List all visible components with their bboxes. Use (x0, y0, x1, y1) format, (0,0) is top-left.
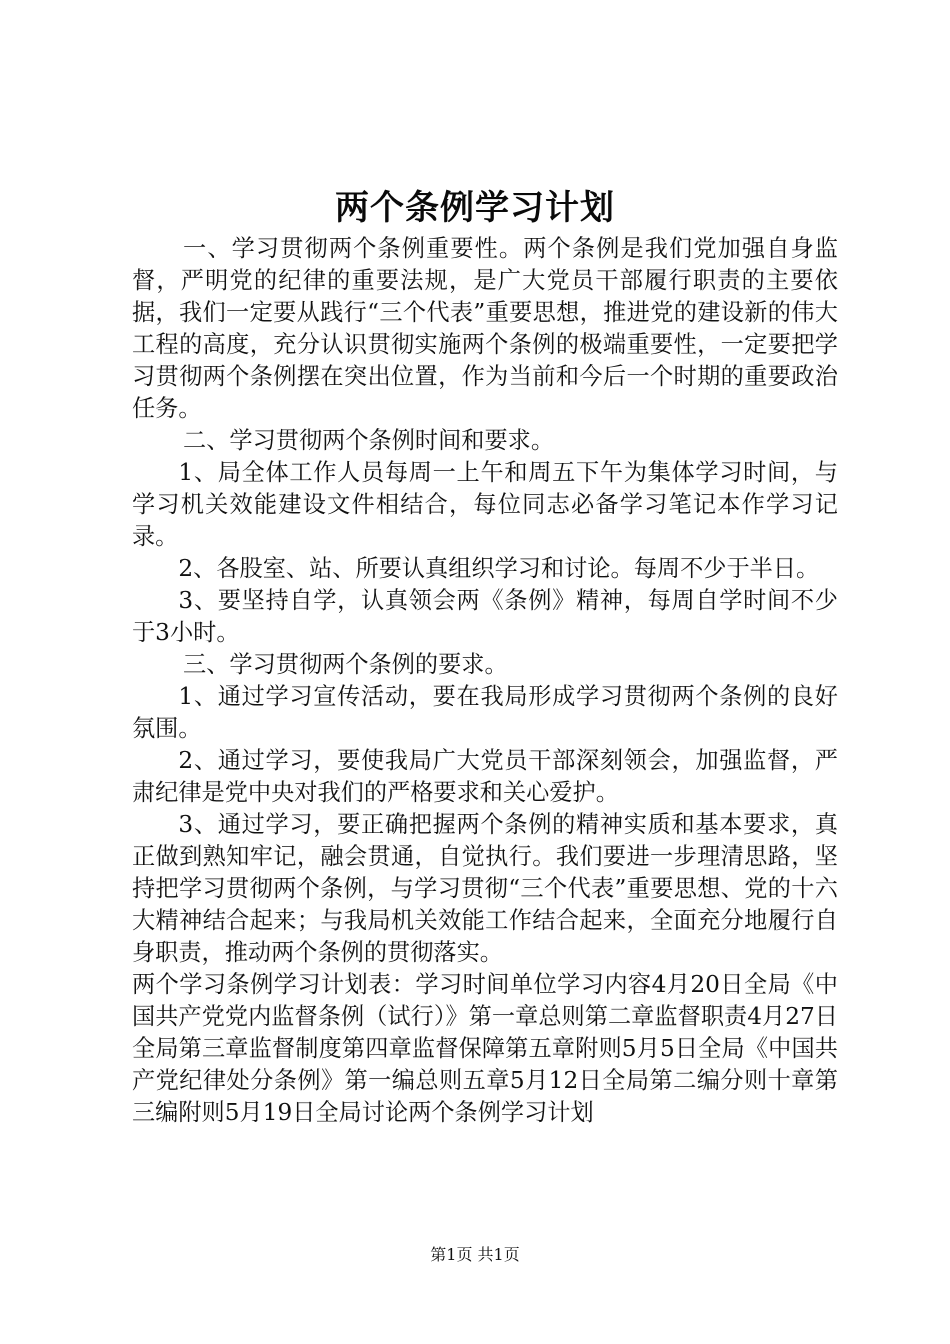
paragraph-requirement-3: 3、通过学习，要正确把握两个条例的精神实质和基本要求，真正做到熟知牢记，融会贯通，自觉执行。我们要进一步理清思路，坚持把学习贯彻两个条例，与学习贯彻“三个代表”重要思想、党的十六大精神结合起来；与我局机关效能工作结合起来，全面充分地履行自身职责，推动两个条例的贯彻落实。 (132, 811, 838, 966)
paragraph-item-3-self-study: 3、要坚持自学，认真领会两《条例》精神，每周自学时间不少于3小时。 (132, 587, 838, 646)
paragraph-schedule-table: 两个学习条例学习计划表：学习时间单位学习内容4月20日全局《中国共产党党内监督条例（试行）》第一章总则第二章监督职责4月27日全局第三章监督制度第四章监督保障第五章附则5月5日全局《中国共产党纪律处分条例》第一编总则五章5月12日全局第二编分则十章第三编附则5月19日全局讨论两个条例学习计划 (132, 971, 838, 1126)
page-number-footer: 第1页 共1页 (430, 1245, 520, 1264)
heading-time-requirements: 二、学习贯彻两个条例时间和要求。 (183, 427, 555, 454)
paragraph-requirement-2: 2、通过学习，要使我局广大党员干部深刻领会，加强监督，严肃纪律是党中央对我们的严格要求和关心爱护。 (132, 747, 838, 806)
document-title: 两个条例学习计划 (335, 188, 615, 228)
paragraph-requirement-1: 1、通过学习宣传活动，要在我局形成学习贯彻两个条例的良好氛围。 (132, 683, 838, 742)
paragraph-item-2-department-study: 2、各股室、站、所要认真组织学习和讨论。每周不少于半日。 (178, 555, 820, 582)
paragraph-item-1-collective-study: 1、局全体工作人员每周一上午和周五下午为集体学习时间，与学习机关效能建设文件相结合，每位同志必备学习笔记本作学习记录。 (132, 459, 838, 550)
paragraph-importance: 一、学习贯彻两个条例重要性。两个条例是我们党加强自身监督，严明党的纪律的重要法规，是广大党员干部履行职责的主要依据，我们一定要从践行“三个代表”重要思想，推进党的建设新的伟大工程的高度，充分认识贯彻实施两个条例的极端重要性，一定要把学习贯彻两个条例摆在突出位置，作为当前和今后一个时期的重要政治任务。 (132, 235, 838, 422)
heading-requirements: 三、学习贯彻两个条例的要求。 (183, 651, 508, 678)
document-body (132, 233, 838, 1129)
